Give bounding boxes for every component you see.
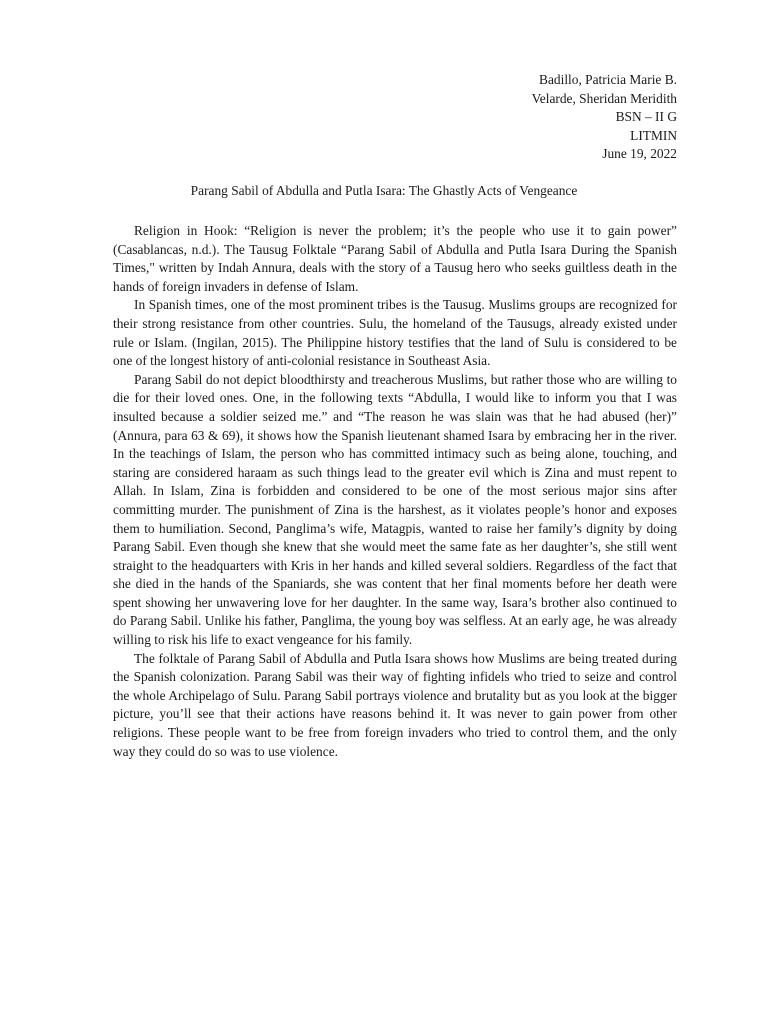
submission-date: June 19, 2022 (602, 146, 677, 162)
paragraph-history: In Spanish times, one of the most prominent tribes is the Tausug. Muslims groups are recognized for their strong resistance from other countries. Sulu, the homeland of the Tausugs, already existed under rule or Islam. (Ingilan, 2015). The Philippine history testifies that the land of Sulu is considered to be one of the longest history of anti-colonial resistance in Southeast Asia. (113, 297, 677, 369)
document-title: Parang Sabil of Abdulla and Putla Isara: The Ghastly Acts of Vengeance (190, 183, 578, 198)
paragraph-conclusion: The folktale of Parang Sabil of Abdulla and Putla Isara shows how Muslims are being treated during the Spanish colonization. Parang Sabil was their way of fighting infidels who tried to seize and control the whole Archipelago of Sulu. Parang Sabil portrays violence and brutality but as you look at the bigger picture, you’ll see that their actions have reasons behind it. It was never to gain power from other religions. These people want to be free from foreign invaders who tried to control them, and the only way they could do so was to use violence. (113, 650, 677, 759)
author-name-2: Velarde, Sheridan Meridith (531, 90, 677, 106)
class-section: BSN – II G (615, 109, 677, 125)
document-body (113, 222, 677, 761)
paragraph-analysis: Parang Sabil do not depict bloodthirsty and treacherous Muslims, but rather those who are willing to die for their loved ones. One, in the following texts “Abdulla, I would like to inform you that I was insulted because a soldier seized me.” and “The reason he was slain was that he had abused (her)” (Annura, para 63 & 69), it shows how the Spanish lieutenant shamed Isara by embracing her in the river. In the teachings of Islam, the person who has committed intimacy such as being alone, touching, and staring are considered haraam as such things lead to the greater evil which is Zina and must repent to Allah. In Islam, Zina is forbidden and considered to be one of the most serious major sins after committing murder. The punishment of Zina is the harshest, as it violates people’s honor and exposes them to humiliation. Second, Panglima’s wife, Matagpis, wanted to raise her family’s dignity by doing Parang Sabil. Even though she knew that she would meet the same fate as her daughter’s, she still went straight to the headquarters with Kris in her hands and killed several soldiers. Regardless of the fact that she died in the hands of the Spaniards, she was content that her final moments before her death were spent showing her unwavering love for her daughter. In the same way, Isara’s brother also continued to do Parang Sabil. Unlike his father, Panglima, the young boy was selfless. At an early age, he was already willing to risk his life to exact vengeance for his family. (113, 371, 677, 648)
author-header (532, 71, 677, 164)
paragraph-intro: Religion in Hook: “Religion is never the problem; it’s the people who use it to gain power” (Casablancas, n.d.). The Tausug Folktale “Parang Sabil of Abdulla and Putla Isara During the Spanish Times," written by Indah Annura, deals with the story of a Tausug hero who seeks guiltless death in the hands of foreign invaders in defense of Islam. (113, 223, 677, 294)
course-name: LITMIN (630, 127, 677, 143)
author-name-1: Badillo, Patricia Marie B. (539, 72, 677, 87)
